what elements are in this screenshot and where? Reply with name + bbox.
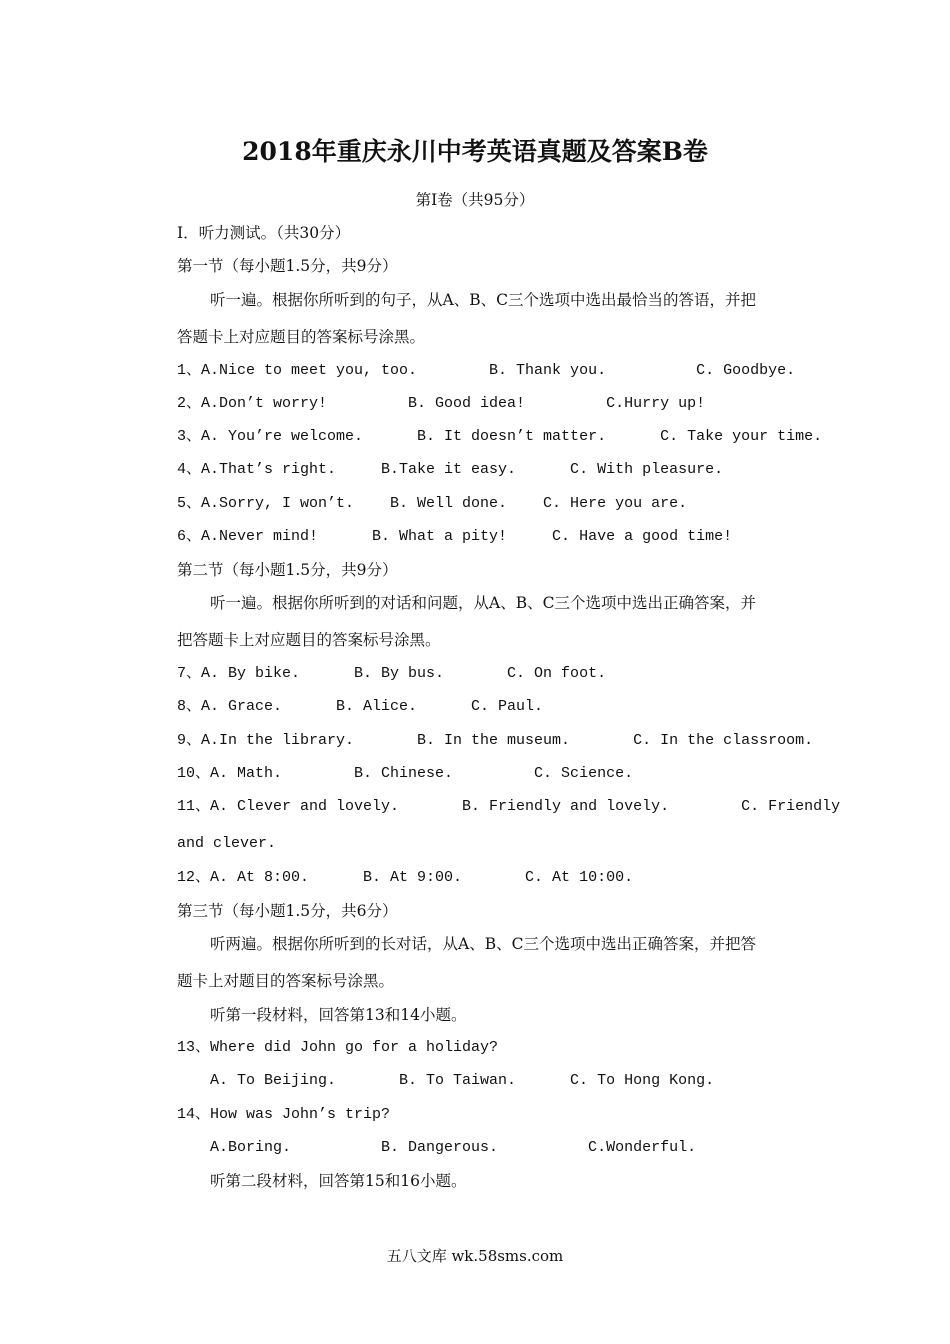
question-item: 1、A.Nice to meet you, too. B. Thank you. C. Goodbye. <box>177 362 796 379</box>
instruction-text: 题卡上对题目的答案标号涂黑。 <box>177 972 395 990</box>
answer-options: A. To Beijing. B. To Taiwan. C. To Hong Kong. <box>210 1072 715 1089</box>
instruction-text: 答题卡上对应题目的答案标号涂黑。 <box>177 328 426 346</box>
instruction-text: 听两遍。根据你所听到的长对话，从A、B、C三个选项中选出正确答案，并把答 <box>210 935 756 953</box>
answer-options: A.Boring. B. Dangerous. C.Wonderful. <box>210 1139 697 1156</box>
question-item: 14、How was John’s trip? <box>177 1106 391 1123</box>
question-item: 4、A.That’s right. B.Take it easy. C. With pleasure. <box>177 461 724 478</box>
question-item: 2、A.Don’t worry! B. Good idea! C.Hurry up! <box>177 395 706 412</box>
section-heading: 第三节（每小题1.5分，共6分） <box>177 902 398 920</box>
question-item: 8、A. Grace. B. Alice. C. Paul. <box>177 698 544 715</box>
question-item: 9、A.In the library. B. In the museum. C. In the classroom. <box>177 732 814 749</box>
question-item: 3、A. You’re welcome. B. It doesn’t matter. C. Take your time. <box>177 428 823 445</box>
instruction-text: 把答题卡上对应题目的答案标号涂黑。 <box>177 631 441 649</box>
instruction-text: 听一遍。根据你所听到的对话和问题，从A、B、C三个选项中选出正确答案，并 <box>210 594 756 612</box>
section-heading: 第二节（每小题1.5分，共9分） <box>177 561 398 579</box>
page-footer: 五八文库 wk.58sms.com <box>386 1247 564 1265</box>
document-title: 2018年重庆永川中考英语真题及答案B卷 <box>242 137 708 166</box>
question-item: 11、A. Clever and lovely. B. Friendly and lovely. C. Friendly <box>177 798 841 815</box>
question-item: 7、A. By bike. B. By bus. C. On foot. <box>177 665 607 682</box>
section-heading: 第一节（每小题1.5分，共9分） <box>177 257 398 275</box>
question-item-continuation: and clever. <box>177 835 277 852</box>
question-item: 13、Where did John go for a holiday? <box>177 1039 499 1056</box>
section-heading: 第I卷（共95分） <box>415 191 535 209</box>
part-heading: I．听力测试。（共30分） <box>177 224 351 242</box>
material-note: 听第二段材料，回答第15和16小题。 <box>210 1172 467 1190</box>
material-note: 听第一段材料，回答第13和14小题。 <box>210 1006 467 1024</box>
question-item: 12、A. At 8:00. B. At 9:00. C. At 10:00. <box>177 869 634 886</box>
instruction-text: 听一遍。根据你所听到的句子，从A、B、C三个选项中选出最恰当的答语，并把 <box>210 291 756 309</box>
question-item: 10、A. Math. B. Chinese. C. Science. <box>177 765 634 782</box>
question-item: 5、A.Sorry, I won’t. B. Well done. C. Here you are. <box>177 495 688 512</box>
question-item: 6、A.Never mind! B. What a pity! C. Have a good time! <box>177 528 733 545</box>
